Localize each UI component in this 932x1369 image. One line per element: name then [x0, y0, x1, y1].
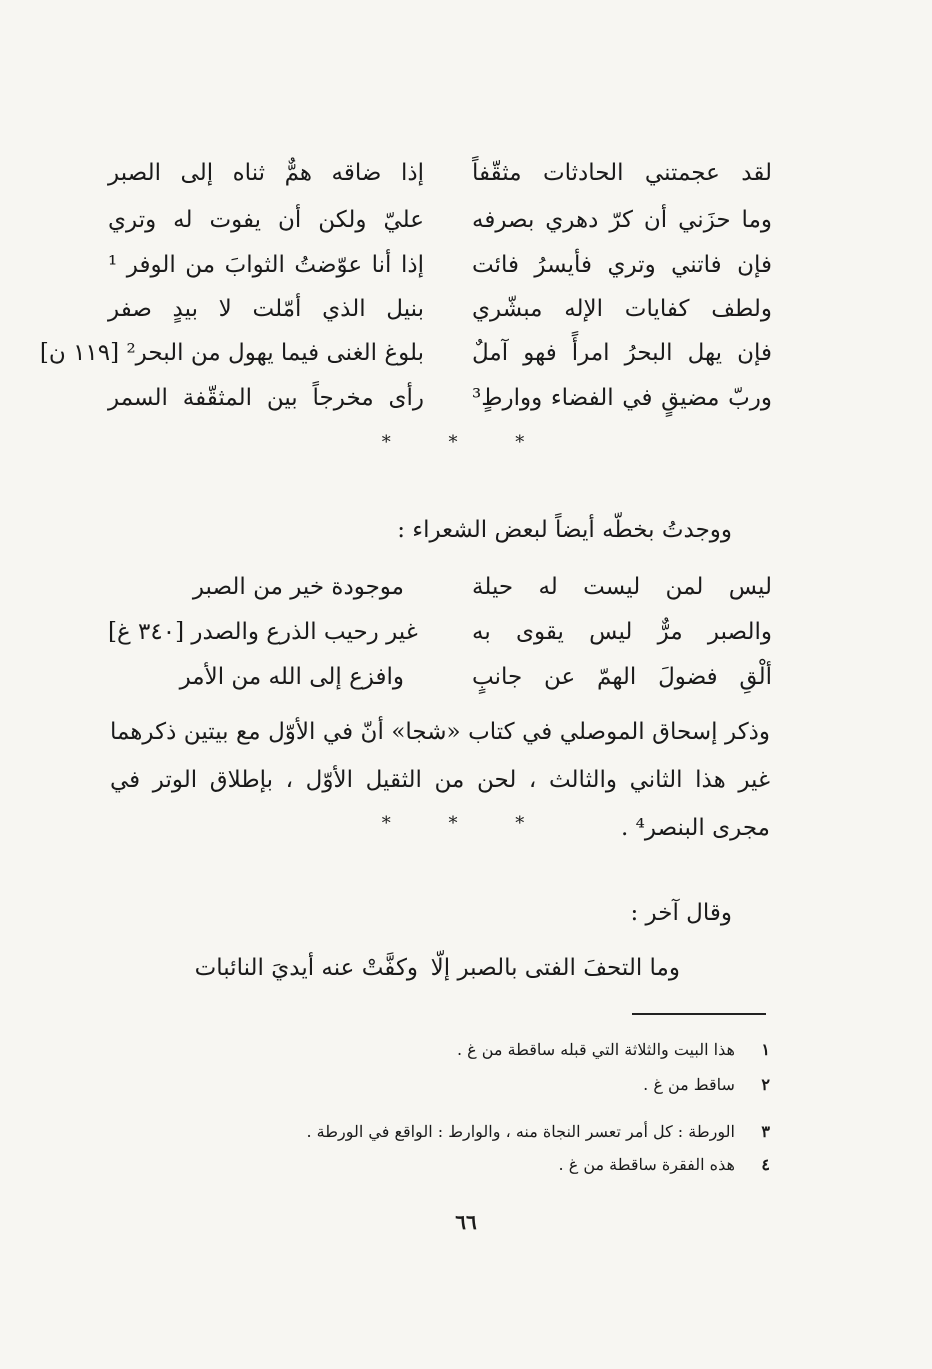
poem2-verse-1-hemistich-1: ليس لمن ليست له حيلة: [472, 574, 772, 600]
verse-5-hemistich-2: بلوغ الغنى فيما يهول من البحر² [١١٩ ن]: [39, 340, 424, 366]
footnote-number: ٣: [761, 1122, 770, 1141]
footnote-text: الورطة : كل أمر تعسر النجاة منه ، والوارط : الواقع في الورطة .: [306, 1122, 735, 1141]
verse-3-hemistich-2: إذا أنا عوّضتُ الثوابَ من الوفر ¹: [108, 252, 424, 278]
footnote-text: هذه الفقرة ساقطة من غ .: [558, 1155, 735, 1174]
footnote-text: ساقط من غ .: [643, 1075, 735, 1094]
footnote-number: ١: [761, 1040, 770, 1059]
footnote-2: [643, 1075, 770, 1094]
poem3-hemistich-2: وكفَّتْ عنه أيديَ النائبات: [194, 955, 418, 981]
poem2-verse-2-hemistich-1: والصبر مرٌّ ليس يقوى به: [472, 619, 772, 645]
page-number: ٦٦: [455, 1210, 477, 1234]
section-separator-2: * * *: [381, 813, 551, 834]
verse-1-hemistich-1: لقد عجمتني الحادثات مثقّفاً: [472, 160, 772, 186]
poem2-verse-3-hemistich-1: ألْقِ فضولَ الهمّ عن جانبٍ: [472, 664, 772, 690]
verse-2-hemistich-1: وما حزَني أن كرّ دهري بصرفه: [472, 207, 772, 233]
intro-text-3: وقال آخر :: [630, 900, 732, 926]
poem2-verse-3-hemistich-2: وافزع إلى الله من الأمر: [179, 664, 404, 690]
footnote-1: [457, 1040, 770, 1059]
verse-4-hemistich-2: بنيل الذي أمّلت لا بيدٍ صفر: [108, 296, 424, 322]
verse-6-hemistich-2: رأى مخرجاً بين المثقّفة السمر: [108, 385, 424, 411]
verse-5-hemistich-1: فإن يهل البحرُ امرأً فهو آملٌ: [472, 340, 772, 366]
verse-3-hemistich-1: فإن فاتني وتري فأيسرُ فائت: [472, 252, 772, 278]
poem3-hemistich-1: وما التحفَ الفتى بالصبر إلّا: [430, 955, 680, 981]
verse-4-hemistich-1: ولطف كفايات الإله مبشّري: [472, 296, 772, 322]
poem2-verse-2-hemistich-2: غير رحيب الذرع والصدر [٣٤٠ غ]: [108, 619, 418, 645]
footnote-3: [306, 1122, 770, 1141]
poem2-verse-1-hemistich-2: موجودة خير من الصبر: [192, 574, 404, 600]
verse-6-hemistich-1: وربّ مضيقٍ في الفضاء ووارطٍ³: [472, 385, 772, 411]
footnote-4: [559, 1155, 770, 1174]
footnote-number: ٢: [761, 1075, 770, 1094]
verse-1-hemistich-2: إذا ضاقه همٌّ ثناه إلى الصبر: [108, 160, 424, 186]
intro-text-2: ووجدتُ بخطّه أيضاً لبعض الشعراء :: [397, 517, 732, 543]
footnote-rule: [632, 1013, 766, 1015]
verse-2-hemistich-2: عليّ ولكن أن يفوت له وتري: [108, 207, 424, 233]
prose-paragraph: وذكر إسحاق الموصلي في كتاب «شجا» أنّ في الأوّل مع بيتين ذكرهما غير هذا الثاني والثالث ، لحن من الثقيل الأوّل ، بإطلاق الوتر في مجرى البنصر⁴ .: [110, 719, 770, 841]
footnote-number: ٤: [761, 1155, 770, 1174]
footnote-text: هذا البيت والثلاثة التي قبله ساقطة من غ .: [456, 1040, 735, 1059]
section-separator-1: * * *: [381, 432, 551, 453]
